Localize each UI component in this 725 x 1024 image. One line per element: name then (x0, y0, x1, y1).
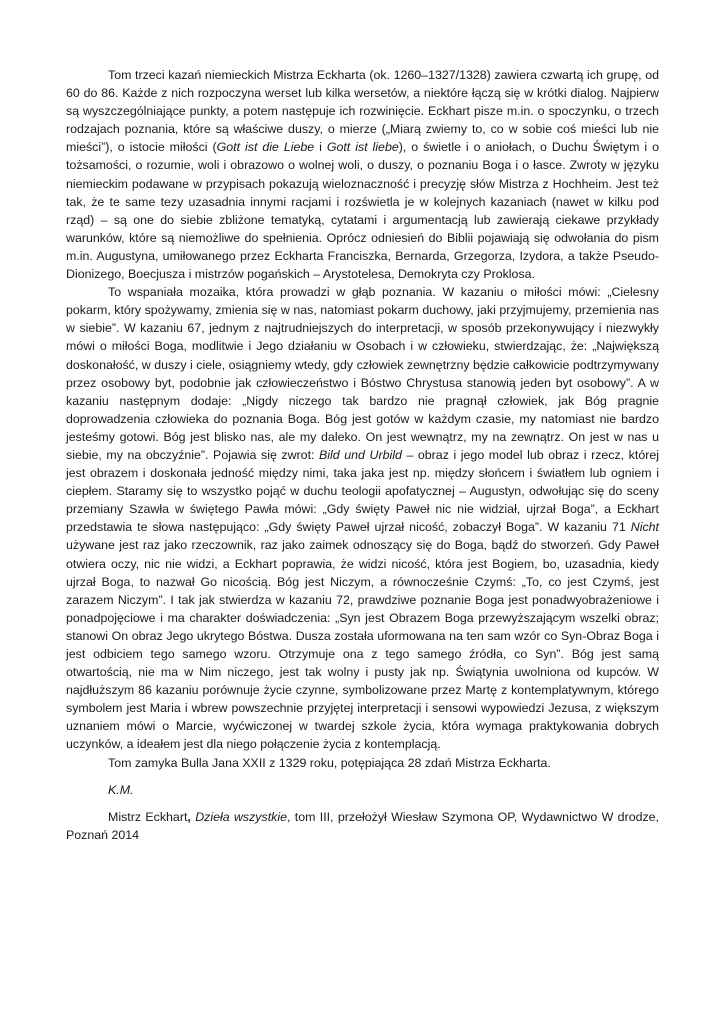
citation-comma: , (187, 809, 191, 824)
citation-author: Mistrz Eckhart (108, 809, 188, 824)
paragraph-closing-bull (66, 754, 659, 772)
text-span: Tom zamyka Bulla Jana XXII z 1329 roku, potępiająca 28 zdań Mistrza Eckharta. (108, 755, 551, 770)
citation-title: Dzieła wszystkie (195, 809, 287, 824)
text-span: i (314, 140, 327, 155)
italic-german-phrase: Gott ist liebe (326, 140, 399, 155)
italic-german-phrase: Gott ist die Liebe (216, 140, 315, 155)
text-span: – obraz i jego model lub obraz i rzecz, której jest obrazem i doskonała jedność między nimi, taka jaka jest np. między słońcem i światłem lub ogniem i ciepłem. Staramy się to wszystko pojąć w duchu teologii apofatycznej – Augustyn, odwołując się do sceny przemiany Szawła w świętego Pawła mówi: „Gdy święty Paweł nic nie widział, ujrzał Boga”, a Eckhart przedstawia te słowa następująco: „Gdy święty Paweł ujrzał nicość, zobaczył Boga”. W kazaniu 71 (66, 447, 659, 535)
author-initials: K.M. (108, 782, 134, 797)
text-span: ), o świetle i o aniołach, o Duchu Świętym i o tożsamości, o rozumie, woli i obrazowo o wolnej woli, o duszy, o poznaniu Boga i o łasce. Zwroty w języku niemieckim podawane w przypisach pokazują wieloznaczność i precyzję słów Mistrza z Hochheim. Jest też tak, że te same tezy uzasadnia innymi racjami i rozświetla je w kolejnych kazaniach (nawet w kilku pod rząd) – są one do siebie zbliżone tematyką, cytatami i argumentacją lub zawierają ciekawe przykłady warunków, które są niemożliwe do spełnienia. Oprócz odniesień do Biblii pojawiają się odwołania do pism m.in. Augustyna, umiłowanego przez Eckharta Franciszka, Bernarda, Grzegorza, Izydora, a także Pseudo-Dionizego, Boecjusza i mistrzów pogańskich – Arystotelesa, Demokryta czy Proklosa. (66, 140, 660, 282)
paragraph-volume-overview (66, 66, 659, 283)
italic-german-phrase: Bild und Urbild (319, 447, 402, 462)
text-span: używane jest raz jako rzeczownik, raz jako zaimek odnoszący się do Boga, bądź do stworzeń. Gdy Paweł otwiera oczy, nic nie widzi, a Eckhart poprawia, że widzi nicość, która jest Bogiem, bo, uzasadnia, kiedy ujrzał Boga, to nazwał Go nicością. Bóg jest Niczym, a równocześnie Czymś: „To, co jest Czymś, jest zarazem Niczym”. I tak jak stwierdza w kazaniu 72, prawdziwe poznanie Boga jest ponadwyobrażeniowe i ponadpojęciowe i ma charakter doświadczenia: „Syn jest Obrazem Boga przewyższającym wszelki obraz; stanowi On obraz Jego ukrytego Bóstwa. Dusza została uformowana na ten sam wzór co Syn-Obraz Boga i jest odbiciem tego samego wzoru. Otrzymuje ona z tego samego źródła, co Syn”. Bóg jest samą otwartością, nie ma w Nim niczego, jest tak wolny i pusty jak np. Świątynia uwolniona od kupców. W najdłuższym 86 kazaniu porównuje życie czynne, symbolizowane przez Martę z kontemplatywnym, którego symbolem jest Maria i wbrew powszechnie przyjętej interpretacji i sensowi wypowiedzi Jezusa, z większym uznaniem mówi o Marcie, wyćwiczonej w twardej szkole życia, która wymaga praktykowania dobrych uczynków, a ideałem jest dla niego połączenie życia z kontemplacją. (66, 538, 659, 752)
paragraph-mosaic-of-knowledge (66, 283, 659, 753)
text-span: To wspaniała mozaika, która prowadzi w głąb poznania. W kazaniu o miłości mówi: „Cielesny pokarm, który spożywamy, zmienia się w nas, natomiast pokarm duchowy, jaki przyjmujemy, przemienia nas w siebie”. W kazaniu 67, jednym z najtrudniejszych do interpretacji, w sposób przekonywujący i niezwykły mówi o miłości Boga, modlitwie i Jego działaniu w Osobach i w człowieku, stwierdzając, że: „Największą doskonałość, w duszy i ciele, osiągniemy wtedy, gdy człowiek zewnętrzny będzie całkowicie podtrzymywany przez osobowy byt, podobnie jak człowieczeństwo i Bóstwo Chrystusa stanowią jeden byt osobowy”. A w kazaniu następnym dodaje: „Nigdy niczego tak bardzo nie pragnął człowiek, jak Bóg pragnie doprowadzenia człowieka do poznania Boga. Bóg jest gotów w każdym czasie, my natomiast nie bardzo jesteśmy gotowi. Bóg jest blisko nas, ale my daleko. On jest wewnątrz, my na zewnątrz. On jest w nas u siebie, my na obczyźnie”. Pojawia się zwrot: (66, 285, 659, 462)
italic-german-phrase: Nicht (630, 520, 659, 535)
document-page (66, 66, 659, 844)
citation-details: , tom III, przełożył Wiesław Szymona OP, Wydawnictwo W drodze, Poznań 2014 (66, 809, 660, 842)
book-source-citation (66, 808, 659, 844)
text-span: Tom trzeci kazań niemieckich Mistrza Eckharta (ok. 1260–1327/1328) zawiera czwartą ich grupę, od 60 do 86. Każde z nich rozpoczyna werset lub kilka wersetów, a niektóre łączą się w krótki dialog. Najpierw są wyszczególniające punkty, a potem następuje ich rozwinięcie. Eckhart pisze m.in. o spoczynku, o trzech rodzajach poznania, które są właściwe duszy, o mierze („Miarą zwiemy to, co w sobie coś mieści lub nie mieści”), o istocie miłości ( (66, 68, 659, 155)
